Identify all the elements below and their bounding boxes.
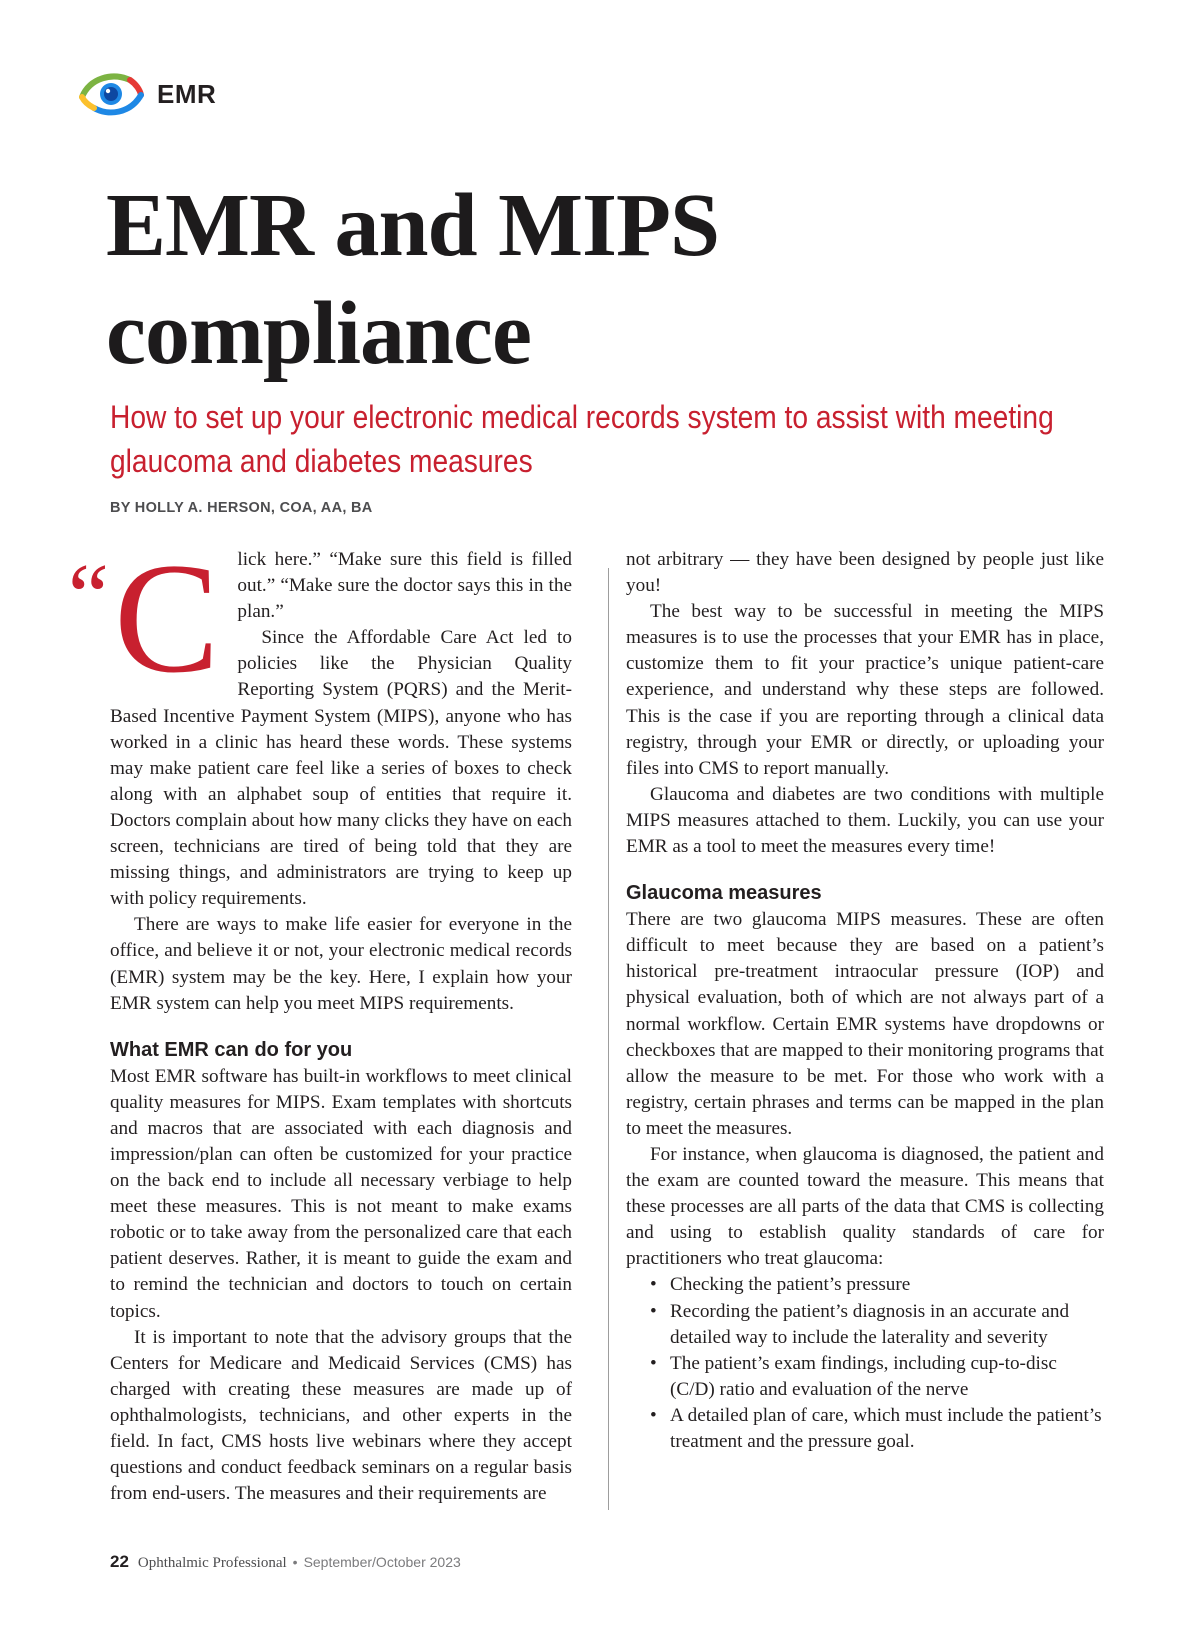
page-number: 22 <box>110 1552 129 1571</box>
body-paragraph: not arbitrary — they have been designed by people just like you! <box>626 549 1104 597</box>
bullet-list <box>626 1272 1104 1455</box>
list-item: • Checking the patient’s pressure <box>650 1272 1104 1298</box>
body-paragraph: Most EMR software has built-in workflows to meet clinical quality measures for MIPS. Exam templates with shortcuts and macros that are associated with each diagnosis and impression/plan can often be customized for your practice on the back end to include all necessary verbiage to help meet these measures. This is not meant to make exams robotic or to take away from the personalized care that each patient deserves. Rather, it is meant to guide the exam and to remind the technician and doctors to touch on certain topics. <box>110 1065 572 1322</box>
article-subtitle: How to set up your electronic medical records system to assist with meeting glaucoma and diabetes measures <box>110 399 1054 479</box>
column-divider <box>608 568 609 1510</box>
section-header <box>78 70 216 118</box>
body-paragraph: There are ways to make life easier for everyone in the office, and believe it or not, your electronic medical records (EMR) system may be the key. Here, I explain how your EMR system can help you meet MIPS requirements. <box>110 914 572 1014</box>
list-item: • A detailed plan of care, which must include the patient’s treatment and the pressure goal. <box>650 1403 1104 1455</box>
lead-text: lick here.” “Make sure this field is filled out.” “Make sure the doctor says this in the plan.” <box>237 549 572 623</box>
body-paragraph: For instance, when glaucoma is diagnosed, the patient and the exam are counted toward the measure. This means that these processes are all parts of the data that CMS is collecting and using to establish quality standards of care for practitioners who treat glaucoma: <box>626 1143 1104 1270</box>
section-label: EMR <box>157 78 217 109</box>
article-column-left <box>110 531 572 1507</box>
issue-date: September/October 2023 <box>303 1554 461 1570</box>
list-item: • Recording the patient’s diagnosis in an accurate and detailed way to include the laterality and severity <box>650 1299 1104 1351</box>
page-footer <box>110 1552 461 1572</box>
byline: BY HOLLY A. HERSON, COA, AA, BA <box>110 500 373 516</box>
opening-quote-mark: “ <box>68 545 109 647</box>
subheading-what-emr: What EMR can do for you <box>110 1038 353 1061</box>
article-title: EMR and MIPS compliance <box>106 176 720 383</box>
drop-cap: C <box>114 531 220 706</box>
subheading-glaucoma: Glaucoma measures <box>626 882 822 905</box>
body-paragraph: The best way to be successful in meeting the MIPS measures is to use the processes that your EMR has in place, customize them to fit your practice’s unique patient-care experience, and understand why these steps are followed. This is the case if you are reporting through a clinical data registry, through your EMR or directly, or uploading your files into CMS to report manually. <box>626 601 1104 779</box>
lead-paragraph <box>110 531 572 706</box>
body-paragraph: Glaucoma and diabetes are two conditions with multiple MIPS measures attached to them. Luckily, you can use your EMR as a tool to meet the measures every time! <box>626 783 1104 858</box>
publication-name: Ophthalmic Professional <box>137 1555 287 1571</box>
body-paragraph: Since the Affordable Care Act led to policies like the Physician Quality Reporting System (PQRS) and the Merit-Based Incentive Payment System (MIPS), anyone who has worked in a clinic has heard these words. These systems may make patient care feel like a series of boxes to check along with an alphabet soup of entities that require it. Doctors complain about how many clicks they have on each screen, technicians are tired of being told that they are missing things, and administrators are trying to keep up with policy requirements. <box>110 627 572 910</box>
article-column-right <box>626 547 1104 1455</box>
eye-logo-icon <box>78 70 144 118</box>
list-item: • The patient’s exam findings, including cup-to-disc (C/D) ratio and evaluation of the nerve <box>650 1351 1104 1403</box>
footer-separator: • <box>292 1554 298 1570</box>
body-paragraph: It is important to note that the advisory groups that the Centers for Medicare and Medicaid Services (CMS) has charged with creating these measures are made up of ophthalmologists, technicians, and other experts in the field. In fact, CMS hosts live webinars where they accept questions and conduct feedback seminars on a regular basis from end-users. The measures and their requirements are <box>110 1326 572 1505</box>
body-paragraph: There are two glaucoma MIPS measures. These are often difficult to meet because they are based on a patient’s historical pre-treatment intraocular pressure (IOP) and physical evaluation, both of which are not always part of a normal workflow. Certain EMR systems have dropdowns or checkboxes that are mapped to their monitoring programs that allow the measure to be met. For those who work with a registry, certain phrases and terms can be mapped in the plan to meet the measures. <box>626 909 1104 1139</box>
